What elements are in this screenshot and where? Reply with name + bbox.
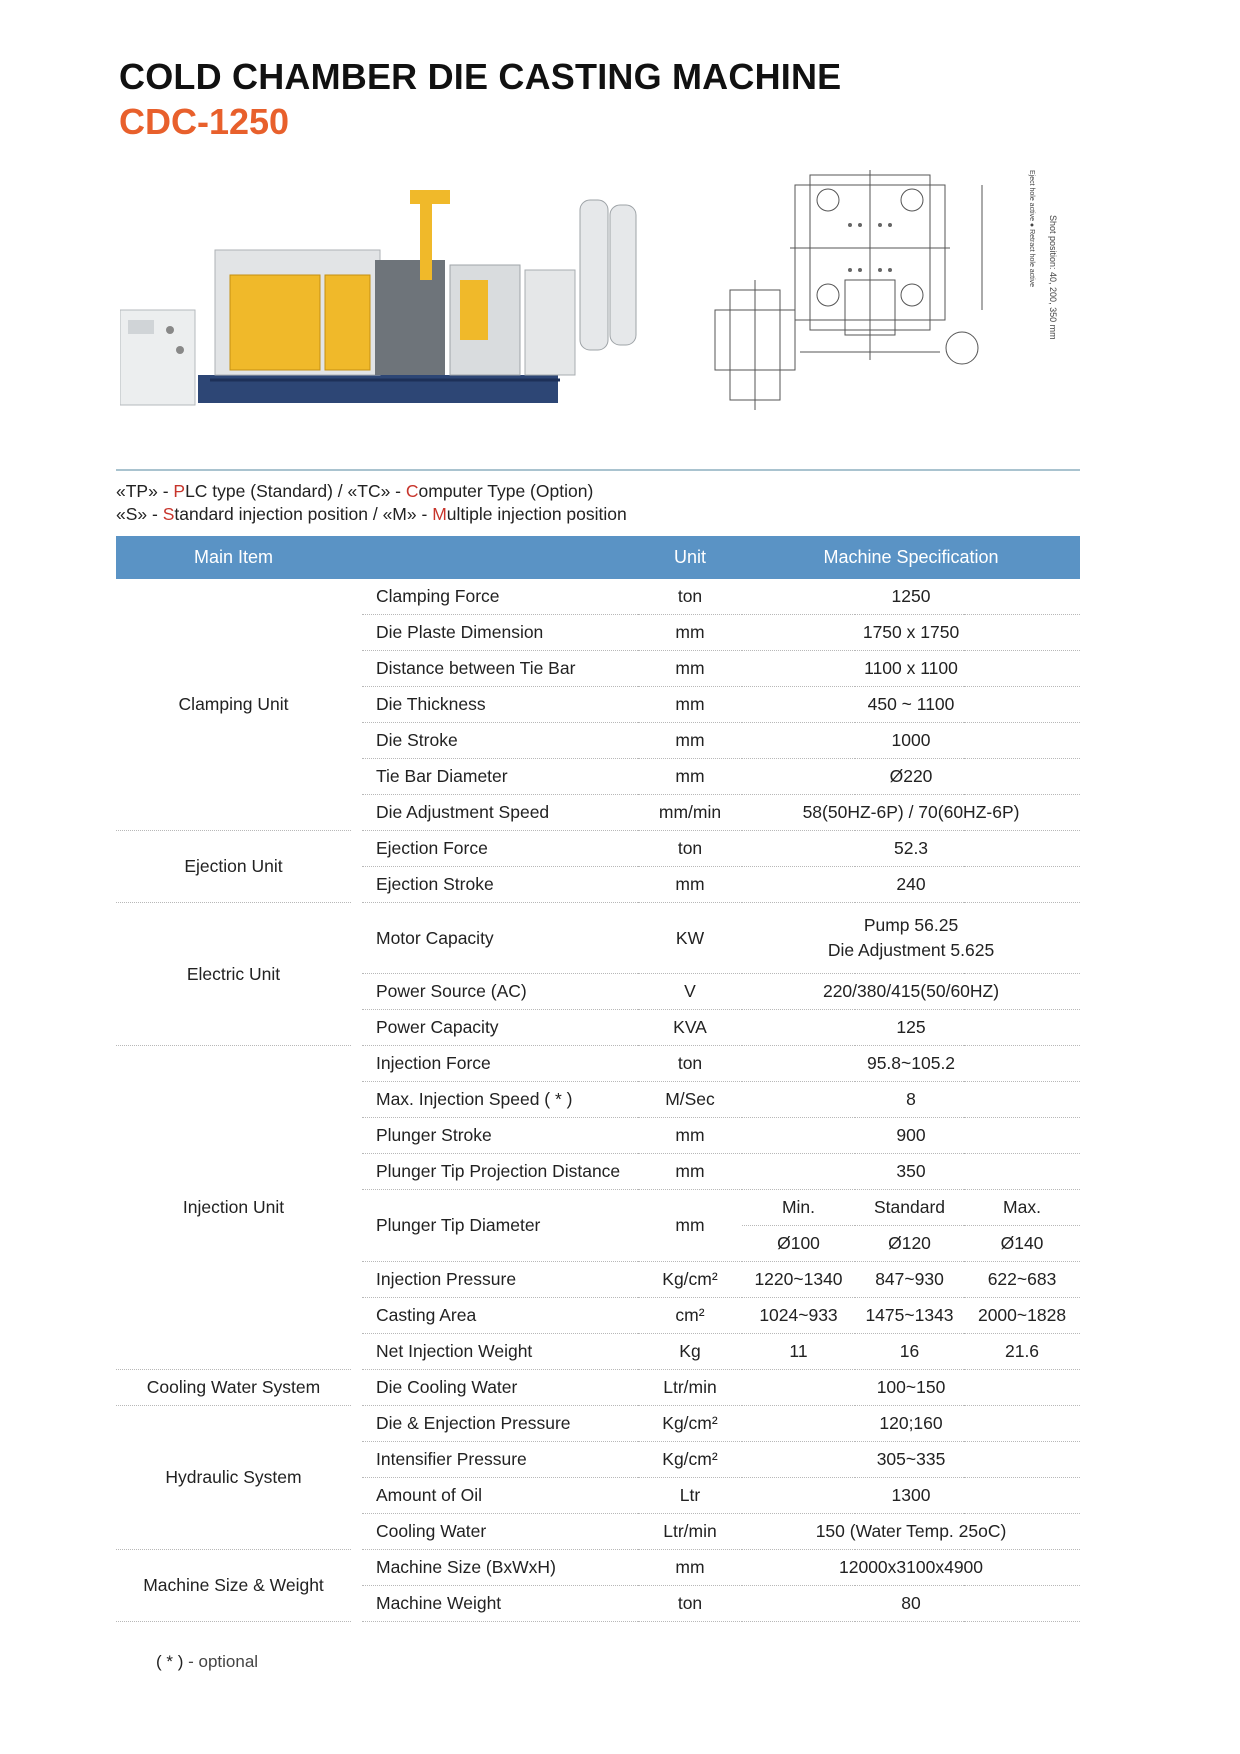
- row-unit: Ltr: [638, 1478, 742, 1514]
- row-value: Ø100: [742, 1226, 855, 1262]
- row-value: 622~683: [964, 1262, 1080, 1298]
- row-label: Injection Pressure: [362, 1262, 638, 1298]
- row-label: Ejection Force: [362, 831, 638, 867]
- row-value: Ø140: [964, 1226, 1080, 1262]
- row-value: 1220~1340: [742, 1262, 855, 1298]
- group-size: Machine Size & Weight: [116, 1550, 351, 1622]
- row-label: Amount of Oil: [362, 1478, 638, 1514]
- row-value: 1750 x 1750: [742, 615, 1080, 651]
- row-value: 305~335: [742, 1442, 1080, 1478]
- row-value: 8: [742, 1082, 1080, 1118]
- row-unit: cm²: [638, 1298, 742, 1334]
- row-unit: Ltr/min: [638, 1370, 742, 1406]
- row-unit: Kg/cm²: [638, 1262, 742, 1298]
- row-unit: mm: [638, 759, 742, 795]
- row-unit: KVA: [638, 1010, 742, 1046]
- motor-die-adjust-value: Die Adjustment 5.625: [827, 940, 995, 960]
- row-unit: mm: [638, 615, 742, 651]
- group-ejection: Ejection Unit: [116, 831, 351, 903]
- sub-header-max: Max.: [964, 1190, 1080, 1226]
- row-value: 52.3: [742, 831, 1080, 867]
- specification-table: [116, 536, 1080, 1622]
- row-label: Clamping Force: [362, 579, 638, 615]
- row-label: Injection Force: [362, 1046, 638, 1082]
- row-label: Die Thickness: [362, 687, 638, 723]
- row-label: Plunger Tip Diameter: [362, 1190, 638, 1262]
- row-value: 58(50HZ-6P) / 70(60HZ-6P): [742, 795, 1080, 831]
- row-value: 125: [742, 1010, 1080, 1046]
- row-unit: mm: [638, 723, 742, 759]
- legend-line-1: «TP» - PLC type (Standard) / «TC» - Computer Type (Option): [116, 481, 594, 501]
- row-unit: mm: [638, 867, 742, 903]
- row-value: 1300: [742, 1478, 1080, 1514]
- row-value: 1024~933: [742, 1298, 855, 1334]
- row-unit: ton: [638, 831, 742, 867]
- row-label: Tie Bar Diameter: [362, 759, 638, 795]
- row-value: 847~930: [855, 1262, 964, 1298]
- row-unit: KW: [638, 903, 742, 974]
- row-unit: V: [638, 974, 742, 1010]
- row-unit: Kg/cm²: [638, 1442, 742, 1478]
- row-unit: ton: [638, 1586, 742, 1622]
- sub-header-min: Min.: [742, 1190, 855, 1226]
- row-value: 21.6: [964, 1334, 1080, 1370]
- row-value: 1000: [742, 723, 1080, 759]
- row-label: Net Injection Weight: [362, 1334, 638, 1370]
- table-row: [116, 903, 1080, 974]
- row-label: Motor Capacity: [362, 903, 638, 974]
- footnote-marker: ( * ): [156, 1652, 184, 1671]
- row-value: 80: [742, 1586, 1080, 1622]
- row-label: Machine Weight: [362, 1586, 638, 1622]
- header-unit: Unit: [638, 536, 742, 579]
- row-value: 11: [742, 1334, 855, 1370]
- footnote: [156, 1652, 258, 1672]
- row-value: 350: [742, 1154, 1080, 1190]
- row-label: Distance between Tie Bar: [362, 651, 638, 687]
- row-label: Die & Enjection Pressure: [362, 1406, 638, 1442]
- row-unit: mm/min: [638, 795, 742, 831]
- row-value: 12000x3100x4900: [742, 1550, 1080, 1586]
- row-value: 2000~1828: [964, 1298, 1080, 1334]
- document-title: COLD CHAMBER DIE CASTING MACHINE: [119, 56, 842, 97]
- row-unit: ton: [638, 579, 742, 615]
- motor-pump-value: Pump 56.25: [863, 915, 959, 935]
- row-label: Power Capacity: [362, 1010, 638, 1046]
- row-unit: Kg: [638, 1334, 742, 1370]
- row-label: Die Cooling Water: [362, 1370, 638, 1406]
- group-injection: Injection Unit: [116, 1046, 351, 1370]
- table-row: [116, 579, 1080, 615]
- row-label: Ejection Stroke: [362, 867, 638, 903]
- row-label: Intensifier Pressure: [362, 1442, 638, 1478]
- row-value: 1475~1343: [855, 1298, 964, 1334]
- row-value: 220/380/415(50/60HZ): [742, 974, 1080, 1010]
- row-unit: ton: [638, 1046, 742, 1082]
- table-header-row: [116, 536, 1080, 579]
- group-hydraulic: Hydraulic System: [116, 1406, 351, 1550]
- sub-header-standard: Standard: [855, 1190, 964, 1226]
- row-unit: mm: [638, 651, 742, 687]
- row-value: 240: [742, 867, 1080, 903]
- row-value: 450 ~ 1100: [742, 687, 1080, 723]
- row-label: Cooling Water: [362, 1514, 638, 1550]
- row-unit: M/Sec: [638, 1082, 742, 1118]
- row-value: Ø220: [742, 759, 1080, 795]
- platen-dimension-drawing: [700, 170, 1080, 445]
- row-label: Die Plaste Dimension: [362, 615, 638, 651]
- row-value: 100~150: [742, 1370, 1080, 1406]
- legend-line-2: «S» - Standard injection position / «M» - Multiple injection position: [116, 504, 627, 524]
- table-row: [116, 831, 1080, 867]
- row-label: Die Adjustment Speed: [362, 795, 638, 831]
- row-label: Machine Size (BxWxH): [362, 1550, 638, 1586]
- table-row: [116, 1046, 1080, 1082]
- row-unit: mm: [638, 1118, 742, 1154]
- row-value: 1250: [742, 579, 1080, 615]
- row-value: 16: [855, 1334, 964, 1370]
- row-unit: mm: [638, 1190, 742, 1262]
- row-label: Power Source (AC): [362, 974, 638, 1010]
- row-value: 1100 x 1100: [742, 651, 1080, 687]
- row-label: Die Stroke: [362, 723, 638, 759]
- row-unit: Kg/cm²: [638, 1406, 742, 1442]
- row-value: Ø120: [855, 1226, 964, 1262]
- eject-hole-note: Eject hole active ● Retract hole active: [1028, 170, 1035, 288]
- header-spec: Machine Specification: [742, 536, 1080, 579]
- row-unit: mm: [638, 1550, 742, 1586]
- row-unit: Ltr/min: [638, 1514, 742, 1550]
- header-main-item: Main Item: [116, 536, 351, 579]
- row-unit: mm: [638, 1154, 742, 1190]
- table-row: [116, 1550, 1080, 1586]
- group-electric: Electric Unit: [116, 903, 351, 1046]
- group-clamping: Clamping Unit: [116, 579, 351, 831]
- row-value: 150 (Water Temp. 25oC): [742, 1514, 1080, 1550]
- group-cooling: Cooling Water System: [116, 1370, 351, 1406]
- row-value: 900: [742, 1118, 1080, 1154]
- footnote-text: - optional: [183, 1652, 259, 1671]
- divider-rule: [116, 469, 1080, 471]
- row-label: Max. Injection Speed ( * ): [362, 1082, 638, 1118]
- row-value: 120;160: [742, 1406, 1080, 1442]
- table-row: [116, 1370, 1080, 1406]
- table-row: [116, 1406, 1080, 1442]
- row-label: Plunger Stroke: [362, 1118, 638, 1154]
- shot-position-note: Shot position: 40, 200, 350 mm: [1048, 215, 1058, 340]
- row-label: Plunger Tip Projection Distance: [362, 1154, 638, 1190]
- row-value: [742, 903, 1080, 974]
- machine-illustration: [120, 180, 650, 420]
- row-value: 95.8~105.2: [742, 1046, 1080, 1082]
- model-number: CDC-1250: [119, 101, 290, 142]
- row-label: Casting Area: [362, 1298, 638, 1334]
- row-unit: mm: [638, 687, 742, 723]
